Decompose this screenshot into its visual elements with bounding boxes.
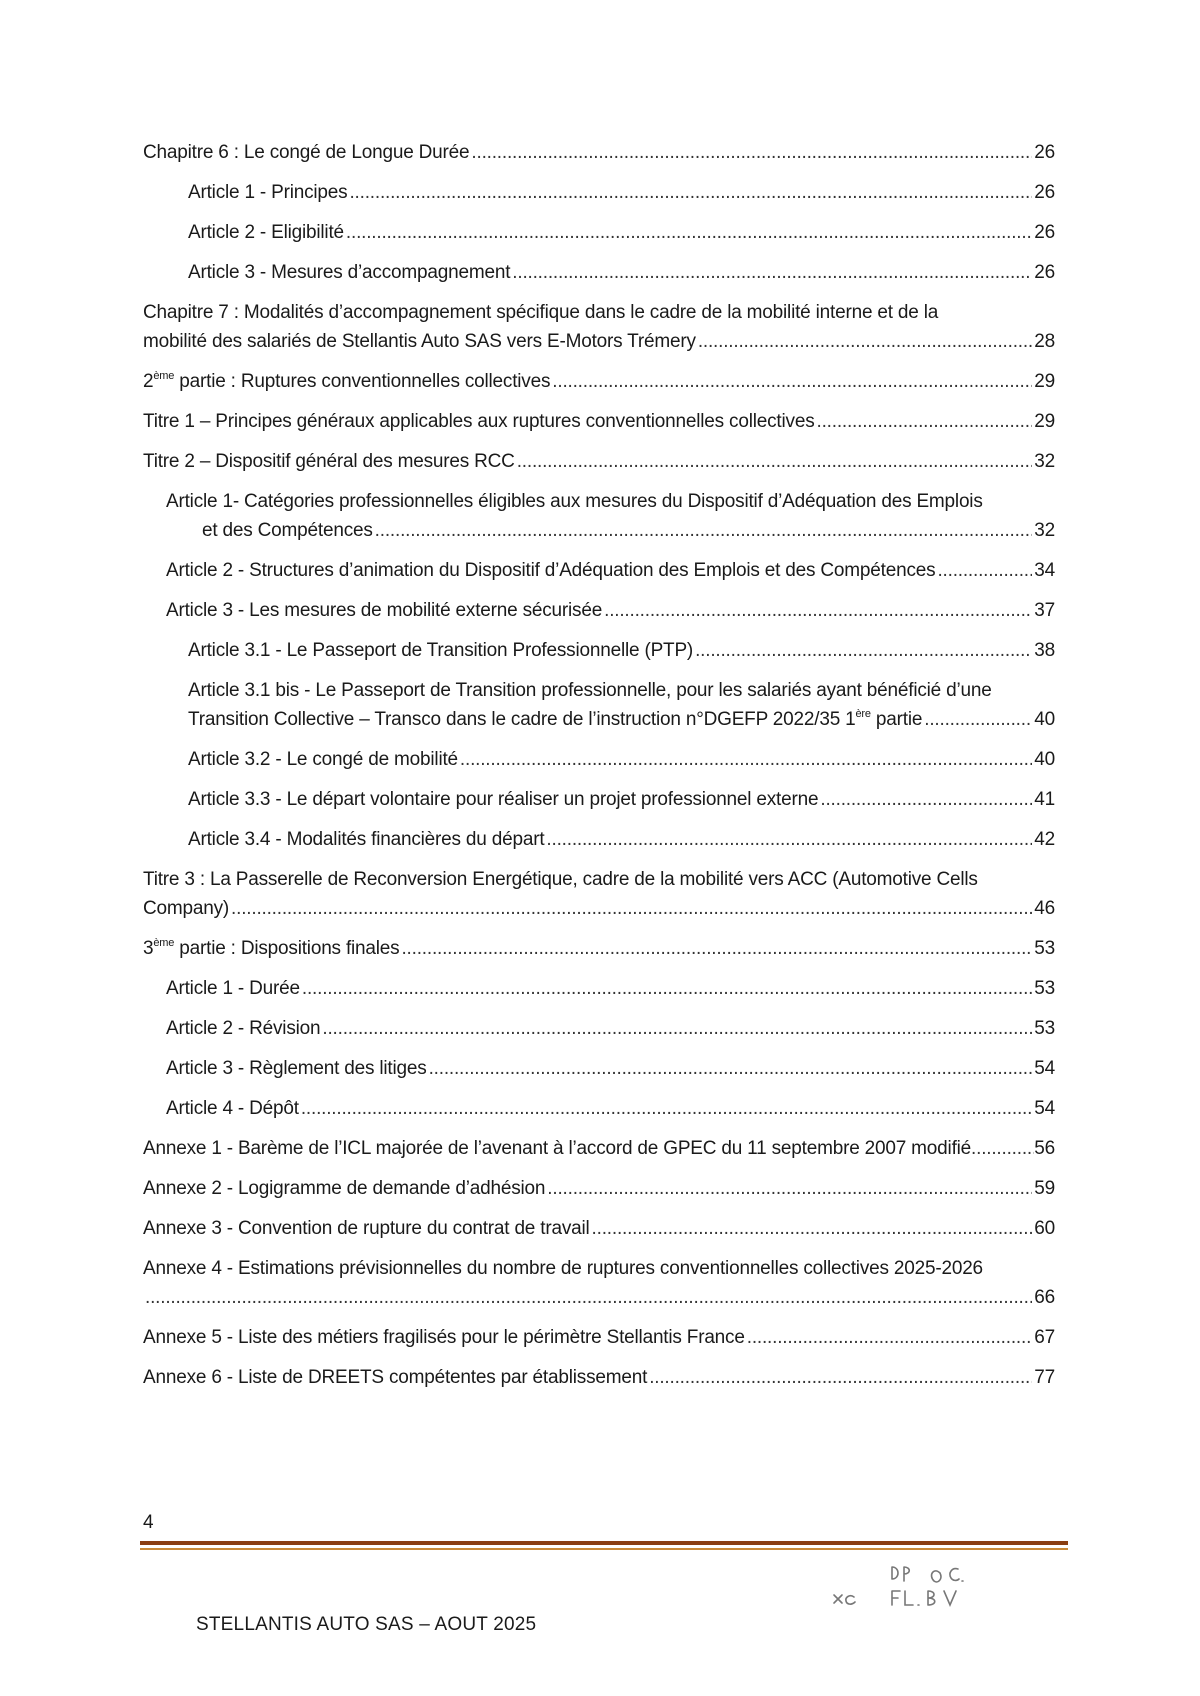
superscript: ème bbox=[153, 370, 175, 382]
dot-leader bbox=[546, 825, 1032, 854]
toc-entry-title bbox=[143, 934, 399, 963]
toc-page-number: 26 bbox=[1034, 142, 1055, 163]
toc-entry-text: Titre 1 – Principes généraux applicables aux ruptures conventionnelles collectives bbox=[143, 411, 815, 432]
toc-entry[interactable] bbox=[143, 487, 1055, 545]
toc-entry-text: Article 2 - Structures d’animation du Dispositif d’Adéquation des Emplois et des Compétences bbox=[166, 560, 936, 581]
toc-entry[interactable] bbox=[143, 1134, 1055, 1163]
toc-entry[interactable] bbox=[143, 1054, 1055, 1083]
toc-page-number: 40 bbox=[1034, 749, 1055, 770]
toc-entry-title bbox=[143, 1214, 590, 1243]
toc-entry-title bbox=[166, 556, 935, 585]
dot-leader bbox=[517, 447, 1033, 476]
dot-leader bbox=[460, 745, 1032, 774]
dot-leader bbox=[924, 705, 1032, 734]
toc-entry-title bbox=[188, 178, 347, 207]
toc-entry-title bbox=[143, 1174, 545, 1203]
dot-leader bbox=[145, 1283, 1032, 1312]
toc-entry-text: Article 3.2 - Le congé de mobilité bbox=[188, 749, 458, 770]
toc-entry-text: Article 3.4 - Modalités financières du départ bbox=[188, 829, 545, 850]
toc-entry-suffix: partie bbox=[870, 709, 923, 730]
toc-entry-text: Annexe 6 - Liste de DREETS compétentes par établissement bbox=[143, 1367, 648, 1388]
toc-page-number: 26 bbox=[1034, 262, 1055, 283]
toc-page-number: 28 bbox=[1034, 331, 1055, 352]
toc-entry[interactable] bbox=[143, 138, 1055, 167]
toc-entry-title bbox=[166, 1014, 320, 1043]
toc-page-number: 54 bbox=[1034, 1058, 1055, 1079]
toc-entry-text: Company) bbox=[143, 898, 230, 919]
toc-entry-title bbox=[166, 1054, 427, 1083]
toc-entry-title-line: Article 3.1 bis - Le Passeport de Transition professionnelle, pour les salariés ayant bénéficié d’une bbox=[188, 680, 992, 701]
toc-entry-title bbox=[166, 596, 602, 625]
toc-entry-text: Article 2 - Révision bbox=[166, 1018, 321, 1039]
toc-entry[interactable] bbox=[143, 745, 1055, 774]
toc-entry-title bbox=[166, 974, 300, 1003]
toc-entry-title bbox=[143, 1323, 745, 1352]
toc-page-number: 54 bbox=[1034, 1098, 1055, 1119]
toc-entry-title bbox=[188, 258, 510, 287]
toc-page-number: 60 bbox=[1034, 1218, 1055, 1239]
dot-leader bbox=[349, 178, 1032, 207]
toc-page-number: 56 bbox=[1034, 1138, 1055, 1159]
toc-page-number: 42 bbox=[1034, 829, 1055, 850]
dot-leader bbox=[231, 894, 1032, 923]
toc-entry[interactable] bbox=[143, 636, 1055, 665]
superscript: ème bbox=[153, 937, 175, 949]
toc-entry-text: Annexe 5 - Liste des métiers fragilisés pour le périmètre Stellantis France bbox=[143, 1327, 745, 1348]
toc-entry-text: Article 1 - Durée bbox=[166, 978, 300, 999]
footer-rule bbox=[140, 1541, 1068, 1545]
toc-entry-text: Article 3 - Mesures d’accompagnement bbox=[188, 262, 511, 283]
toc-entry-text: Article 3.3 - Le départ volontaire pour réaliser un projet professionnel externe bbox=[188, 789, 819, 810]
toc-entry-text: Titre 2 – Dispositif général des mesures RCC bbox=[143, 451, 515, 472]
dot-leader bbox=[429, 1054, 1033, 1083]
toc-entry-text: Article 1 - Principes bbox=[188, 182, 348, 203]
dot-leader bbox=[698, 327, 1032, 356]
toc-entry-text: partie : Ruptures conventionnelles collectives bbox=[174, 371, 551, 392]
footer-rule-accent bbox=[140, 1548, 1068, 1550]
toc-entry[interactable] bbox=[143, 1254, 1055, 1312]
toc-page-number: 32 bbox=[1034, 520, 1055, 541]
dot-leader bbox=[302, 974, 1032, 1003]
dot-leader bbox=[401, 934, 1032, 963]
toc-entry-title bbox=[188, 705, 922, 734]
toc-entry-title-line: Titre 3 : La Passerelle de Reconversion Energétique, cadre de la mobilité vers ACC (Automotive Cells bbox=[143, 869, 978, 890]
toc-entry-title bbox=[188, 785, 818, 814]
toc-entry[interactable] bbox=[143, 1094, 1055, 1123]
toc-page-number: 29 bbox=[1034, 411, 1055, 432]
toc-entry-text: Transition Collective – Transco dans le cadre de l’instruction n°DGEFP 2022/35 1 bbox=[188, 709, 856, 730]
toc-entry-title bbox=[143, 138, 469, 167]
page-number: 4 bbox=[143, 1512, 154, 1533]
handwritten-initials bbox=[830, 1555, 1010, 1615]
dot-leader bbox=[971, 1134, 1034, 1163]
toc-entry-title bbox=[143, 447, 515, 476]
toc-entry[interactable] bbox=[143, 785, 1055, 814]
toc-entry-number: 2 bbox=[143, 371, 154, 392]
toc-entry-text: Annexe 3 - Convention de rupture du contrat de travail bbox=[143, 1218, 590, 1239]
toc-entry[interactable] bbox=[143, 178, 1055, 207]
toc-page-number: 67 bbox=[1034, 1327, 1055, 1348]
toc-page-number: 77 bbox=[1034, 1367, 1055, 1388]
dot-leader bbox=[695, 636, 1032, 665]
toc-entry-title bbox=[143, 1363, 647, 1392]
toc-entry-text: Annexe 2 - Logigramme de demande d’adhésion bbox=[143, 1178, 546, 1199]
toc-entry-text: Article 3.1 - Le Passeport de Transition Professionnelle (PTP) bbox=[188, 640, 694, 661]
dot-leader bbox=[552, 367, 1032, 396]
dot-leader bbox=[817, 407, 1033, 436]
toc-entry-text: Article 4 - Dépôt bbox=[166, 1098, 299, 1119]
footer-text: STELLANTIS AUTO SAS – AOUT 2025 bbox=[196, 1614, 537, 1635]
toc-entry[interactable] bbox=[143, 367, 1055, 396]
dot-leader bbox=[747, 1323, 1033, 1352]
dot-leader bbox=[592, 1214, 1033, 1243]
toc-entry[interactable] bbox=[143, 596, 1055, 625]
toc-entry[interactable] bbox=[143, 865, 1055, 923]
toc-entry-title bbox=[188, 218, 344, 247]
toc-entry[interactable] bbox=[143, 1214, 1055, 1243]
dot-leader bbox=[375, 516, 1033, 545]
toc-entry-title bbox=[143, 1134, 971, 1163]
toc-page-number: 34 bbox=[1034, 560, 1055, 581]
toc-page-number: 53 bbox=[1034, 938, 1055, 959]
toc-page-number: 66 bbox=[1034, 1287, 1055, 1308]
toc-page-number: 41 bbox=[1034, 789, 1055, 810]
toc-entry-title bbox=[188, 825, 544, 854]
toc-entry-text: Chapitre 6 : Le congé de Longue Durée bbox=[143, 142, 470, 163]
toc-page-number: 40 bbox=[1034, 709, 1055, 730]
toc-entry[interactable] bbox=[143, 1014, 1055, 1043]
toc-entry-title bbox=[188, 745, 458, 774]
toc-entry-number: 3 bbox=[143, 938, 154, 959]
toc-page-number: 53 bbox=[1034, 978, 1055, 999]
toc-page-number: 59 bbox=[1034, 1178, 1055, 1199]
toc-entry-text: Article 3 - Les mesures de mobilité externe sécurisée bbox=[166, 600, 603, 621]
toc-entry[interactable] bbox=[143, 407, 1055, 436]
toc-entry-text: mobilité des salariés de Stellantis Auto SAS vers E-Motors Trémery bbox=[143, 331, 696, 352]
toc-page-number: 53 bbox=[1034, 1018, 1055, 1039]
dot-leader bbox=[547, 1174, 1032, 1203]
toc-entry-title bbox=[166, 1094, 299, 1123]
toc-entry-title-line: Chapitre 7 : Modalités d’accompagnement spécifique dans le cadre de la mobilité interne et de la bbox=[143, 302, 939, 323]
toc-entry-title bbox=[143, 407, 815, 436]
toc-entry-text: Annexe 1 - Barème de l’ICL majorée de l’avenant à l’accord de GPEC du 11 septembre 2007 modifié bbox=[143, 1138, 972, 1159]
toc-entry[interactable] bbox=[143, 676, 1055, 734]
table-of-contents bbox=[143, 138, 1055, 1403]
toc-entry-text: et des Compétences bbox=[202, 520, 373, 541]
dot-leader bbox=[471, 138, 1032, 167]
toc-entry[interactable] bbox=[143, 934, 1055, 963]
toc-entry[interactable] bbox=[143, 1323, 1055, 1352]
dot-leader bbox=[322, 1014, 1032, 1043]
toc-entry-title bbox=[202, 516, 373, 545]
toc-entry-text: Article 3 - Règlement des litiges bbox=[166, 1058, 427, 1079]
toc-page-number: 32 bbox=[1034, 451, 1055, 472]
dot-leader bbox=[820, 785, 1032, 814]
toc-page-number: 37 bbox=[1034, 600, 1055, 621]
dot-leader bbox=[346, 218, 1032, 247]
toc-entry[interactable] bbox=[143, 298, 1055, 356]
toc-entry[interactable] bbox=[143, 218, 1055, 247]
toc-entry[interactable] bbox=[143, 974, 1055, 1003]
dot-leader bbox=[512, 258, 1032, 287]
dot-leader bbox=[604, 596, 1032, 625]
toc-entry-title bbox=[143, 894, 229, 923]
toc-entry-text: partie : Dispositions finales bbox=[174, 938, 400, 959]
toc-entry-title-line: Annexe 4 - Estimations prévisionnelles du nombre de ruptures conventionnelles collectives 2025-2026 bbox=[143, 1258, 983, 1279]
toc-entry[interactable] bbox=[143, 825, 1055, 854]
toc-entry-text: Article 2 - Eligibilité bbox=[188, 222, 344, 243]
toc-entry-title-line: Article 1- Catégories professionnelles éligibles aux mesures du Dispositif d’Adéquation des Emplois bbox=[166, 491, 983, 512]
toc-page-number: 26 bbox=[1034, 222, 1055, 243]
toc-entry[interactable] bbox=[143, 1363, 1055, 1392]
toc-entry[interactable] bbox=[143, 447, 1055, 476]
superscript: ère bbox=[855, 708, 871, 720]
dot-leader bbox=[937, 556, 1032, 585]
toc-page-number: 26 bbox=[1034, 182, 1055, 203]
toc-entry-title bbox=[143, 327, 696, 356]
toc-page-number: 38 bbox=[1034, 640, 1055, 661]
toc-page-number: 46 bbox=[1034, 898, 1055, 919]
toc-entry[interactable] bbox=[143, 258, 1055, 287]
dot-leader bbox=[301, 1094, 1032, 1123]
toc-entry-title bbox=[143, 367, 550, 396]
toc-entry-title bbox=[188, 636, 693, 665]
toc-entry[interactable] bbox=[143, 556, 1055, 585]
toc-page-number: 29 bbox=[1034, 371, 1055, 392]
toc-entry[interactable] bbox=[143, 1174, 1055, 1203]
dot-leader bbox=[649, 1363, 1032, 1392]
